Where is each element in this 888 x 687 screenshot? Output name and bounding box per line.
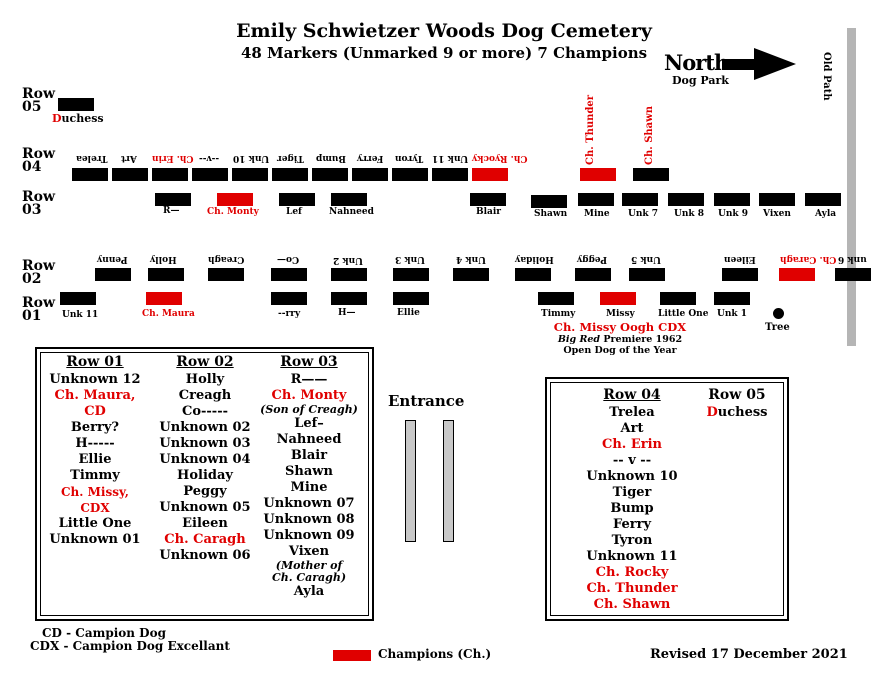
label-r04: Tyron (395, 153, 424, 163)
label-r04-champion: Ch. Ryocky (472, 153, 528, 163)
marker-r01 (60, 292, 96, 305)
marker-r04 (312, 168, 348, 181)
marker-r02 (722, 268, 758, 281)
legend-row02: Row 02 Holly Creagh Co----- Unknown 02 Unknown 03 Unknown 04 Holiday Peggy Unknown 05 Eileen Ch. Caragh Unknown 06 (159, 354, 251, 563)
label-r04: Tiger (277, 153, 304, 163)
marker-r02 (453, 268, 489, 281)
row-label-03: Row 03 (22, 189, 56, 218)
label-r02: Unk 5 (631, 254, 662, 264)
label-r04: Unk 11 (432, 153, 469, 163)
old-path (847, 28, 856, 346)
revised-date: Revised 17 December 2021 (650, 647, 848, 662)
label-r02-champion: Ch. Caragh (780, 254, 837, 264)
label-r02: Creagh (208, 254, 245, 264)
label-r02: Holiday (515, 254, 554, 264)
page-title: Emily Schwietzer Woods Dog Cemetery (236, 20, 652, 42)
missy-line3: Open Dog of the Year (563, 345, 677, 356)
row-label-04: Row 04 (22, 146, 56, 175)
marker-r04 (232, 168, 268, 181)
marker-r03 (155, 193, 191, 206)
marker-duchess (58, 98, 94, 111)
legend-row01: Row 01 Unknown 12 Ch. Maura, CD Berry? H----- Ellie Timmy Ch. Missy, CDX Little One Unknown 01 (49, 354, 141, 547)
label-r03-champion: Ch. Monty (207, 207, 259, 217)
label-r02: Penny (97, 254, 128, 264)
label-r02: Eileen (724, 254, 756, 264)
label-r03: Shawn (534, 209, 568, 219)
legend-row05: Row 05 Duchess (706, 387, 768, 420)
row-label-05: Row 05 (22, 86, 56, 115)
marker-r03 (805, 193, 841, 206)
tree-icon (773, 308, 784, 319)
entrance-gate-left (405, 420, 416, 542)
marker-r04 (432, 168, 468, 181)
marker-r04 (272, 168, 308, 181)
marker-r02 (148, 268, 184, 281)
label-r02: Co— (277, 254, 300, 264)
label-r04: --v-- (199, 153, 220, 163)
footnote-cd: CD - Campion Dog (42, 626, 166, 640)
label-r04: Ferry (357, 153, 384, 163)
missy-title: Ch. Missy Oogh CDX (553, 320, 687, 334)
label-r04: Art (121, 153, 137, 163)
marker-r02 (95, 268, 131, 281)
marker-r04 (633, 168, 669, 181)
marker-r02 (515, 268, 551, 281)
label-r02: Peggy (577, 254, 608, 264)
marker-r02 (629, 268, 665, 281)
label-r03: Nahneed (329, 207, 374, 217)
label-r01: H— (338, 308, 356, 318)
marker-r01 (660, 292, 696, 305)
marker-r04 (112, 168, 148, 181)
legend-row03: Row 03 R—— Ch. Monty (Son of Creagh) Lef– Nahneed Blair Shawn Mine Unknown 07 Unknown 08 Unknown 09 Vixen (Mother of Ch. Caragh) Ayla (260, 354, 358, 599)
marker-r02 (331, 268, 367, 281)
tree-label: Tree (765, 322, 790, 333)
label-r02: unk 6 (838, 254, 867, 264)
label-r03: R— (163, 206, 180, 216)
marker-r03 (531, 195, 567, 208)
label-r03: Unk 8 (674, 209, 705, 219)
label-r01: Little One (658, 309, 709, 319)
entrance-gate-right (443, 420, 454, 542)
marker-r02-champion (779, 268, 815, 281)
marker-r02 (271, 268, 307, 281)
marker-r02 (393, 268, 429, 281)
page-subtitle: 48 Markers (Unmarked 9 or more) 7 Champions (240, 44, 648, 62)
marker-r01 (538, 292, 574, 305)
label-r02: Unk 3 (395, 254, 426, 264)
marker-r04 (192, 168, 228, 181)
north-sublabel: Dog Park (672, 74, 729, 87)
row-label-02: Row 02 (22, 258, 56, 287)
missy-line2: Big Red Premiere 1962 (557, 334, 683, 345)
label-r01: Ellie (397, 308, 420, 318)
label-r01: Timmy (541, 309, 576, 319)
champion-swatch (333, 650, 371, 661)
marker-r01 (393, 292, 429, 305)
champion-key-label: Champions (Ch.) (378, 647, 492, 661)
label-r01-champion: Ch. Maura (142, 309, 195, 319)
marker-r02 (835, 268, 871, 281)
marker-r03 (578, 193, 614, 206)
marker-r03 (622, 193, 658, 206)
label-r03: Blair (476, 207, 502, 217)
north-label: North (664, 50, 729, 75)
row-label-01: Row 01 (22, 295, 56, 324)
legend-box-right (545, 377, 789, 621)
label-r03: Ayla (815, 209, 837, 219)
label-r01: --rry (278, 309, 301, 319)
marker-r03 (759, 193, 795, 206)
marker-r02 (208, 268, 244, 281)
label-r04-champion: Ch. Erin (152, 153, 194, 163)
marker-r01-champion (600, 292, 636, 305)
label-r03: Unk 9 (718, 209, 749, 219)
marker-r03 (279, 193, 315, 206)
marker-r02 (575, 268, 611, 281)
label-ch-shawn: Ch. Shawn (644, 105, 655, 165)
marker-r03 (331, 193, 367, 206)
old-path-label (818, 52, 832, 112)
marker-r04 (152, 168, 188, 181)
label-r04: Unk 10 (233, 153, 270, 163)
marker-r03 (470, 193, 506, 206)
label-r03: Mine (584, 209, 610, 219)
marker-r01-champion (146, 292, 182, 305)
marker-r03 (714, 193, 750, 206)
marker-r03 (668, 193, 704, 206)
legend-box-left (35, 347, 374, 621)
marker-r04 (352, 168, 388, 181)
missy-annotation (540, 321, 700, 356)
label-r01: Missy (606, 309, 635, 319)
label-r02: Unk 2 (333, 255, 364, 265)
label-ch-thunder: Ch. Thunder (585, 94, 596, 165)
marker-r04-champion (472, 168, 508, 181)
label-r03: Unk 7 (628, 209, 659, 219)
marker-r04-champion (580, 168, 616, 181)
marker-r04 (392, 168, 428, 181)
marker-r03-champion (217, 193, 253, 206)
label-r03: Vixen (763, 209, 791, 219)
footnote-cdx: CDX - Campion Dog Excellant (30, 639, 230, 653)
label-r04: Bump (316, 153, 346, 163)
old-path-text: Old Path (821, 52, 832, 101)
marker-r01 (331, 292, 367, 305)
label-r01: Unk 11 (62, 310, 99, 320)
legend-row04: Row 04 Trelea Art Ch. Erin -- v -- Unknown 10 Tiger Bump Ferry Tyron Unknown 11 Ch. Rocky Ch. Thunder Ch. Shawn (586, 387, 678, 612)
marker-r01 (714, 292, 750, 305)
label-duchess: Duchess (52, 112, 104, 125)
north-indicator (664, 46, 799, 86)
label-r02: Unk 4 (456, 254, 487, 264)
label-r02: Holly (150, 254, 177, 264)
marker-r04 (72, 168, 108, 181)
label-r03: Lef (286, 207, 302, 217)
entrance-label: Entrance (388, 392, 465, 410)
marker-r01 (271, 292, 307, 305)
label-r01: Unk 1 (717, 309, 748, 319)
label-r04: Trelea (76, 153, 108, 163)
